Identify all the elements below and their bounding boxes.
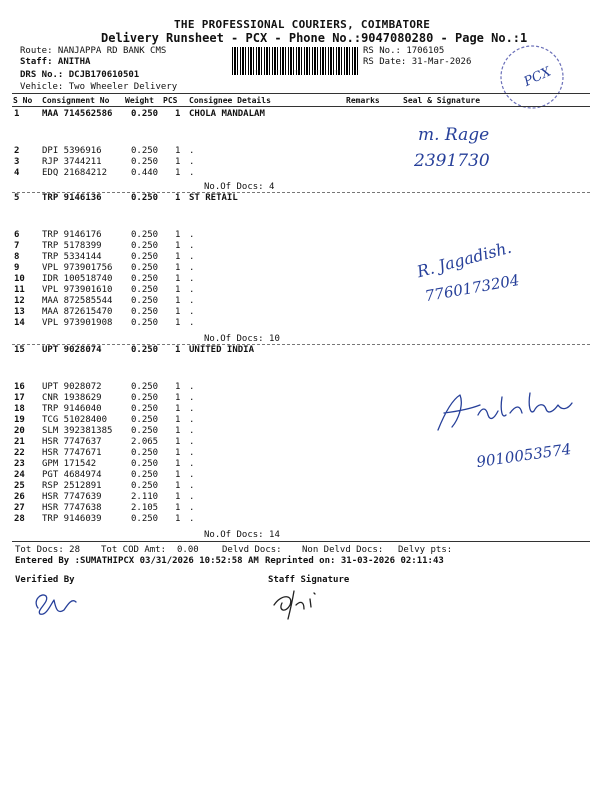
row-pcs: 1: [175, 230, 181, 240]
row-pcs: 1: [175, 514, 181, 524]
row-consignee: .: [189, 168, 195, 178]
row-wt: 0.250: [131, 193, 159, 203]
row-consignee: .: [189, 481, 195, 491]
row-cons: TRP 5334144: [42, 252, 102, 262]
row-pcs: 1: [175, 263, 181, 273]
row-consignee: .: [189, 252, 195, 262]
row-wt: 0.250: [131, 307, 159, 317]
row-sno: 27: [14, 503, 25, 513]
drs-number: DRS No.: DCJB170610501: [20, 70, 140, 80]
row-pcs: 1: [175, 492, 181, 502]
row-cons: TRP 5178399: [42, 241, 102, 251]
row-pcs: 1: [175, 382, 181, 392]
row-pcs: 1: [175, 426, 181, 436]
row-sno: 3: [14, 157, 20, 167]
row-wt: 0.250: [131, 345, 159, 355]
row-consignee: .: [189, 274, 195, 284]
row-wt: 0.250: [131, 252, 159, 262]
row-cons: UPT 9028074: [42, 345, 102, 355]
row-cons: HSR 7747638: [42, 503, 102, 513]
row-sno: 18: [14, 404, 25, 414]
row-pcs: 1: [175, 157, 181, 167]
row-consignee: .: [189, 285, 195, 295]
row-wt: 0.250: [131, 146, 159, 156]
col-sno: S No: [13, 96, 33, 105]
row-sno: 14: [14, 318, 25, 328]
row-consignee: .: [189, 263, 195, 273]
row-pcs: 1: [175, 241, 181, 251]
handwritten-signature-2: [408, 230, 558, 306]
group-doc-count: No.Of Docs: 14: [204, 530, 280, 540]
row-cons: DPI 5396916: [42, 146, 102, 156]
row-cons: UPT 9028072: [42, 382, 102, 392]
row-pcs: 1: [175, 459, 181, 469]
row-consignee: .: [189, 146, 195, 156]
row-sno: 26: [14, 492, 25, 502]
row-sno: 15: [14, 345, 25, 355]
row-cons: TRP 9146176: [42, 230, 102, 240]
row-pcs: 1: [175, 437, 181, 447]
row-sno: 5: [14, 193, 20, 203]
row-wt: 0.250: [131, 285, 159, 295]
row-wt: 2.110: [131, 492, 159, 502]
row-cons: MAA 872615470: [42, 307, 113, 317]
row-wt: 0.250: [131, 382, 159, 392]
col-pcs: PCS: [163, 96, 178, 105]
row-consignee: .: [189, 492, 195, 502]
row-wt: 0.250: [131, 514, 159, 524]
row-sno: 21: [14, 437, 25, 447]
row-sno: 22: [14, 448, 25, 458]
row-sno: 8: [14, 252, 20, 262]
row-wt: 0.250: [131, 318, 159, 328]
staff-label: Staff: ANITHA: [20, 57, 91, 67]
row-wt: 0.250: [131, 274, 159, 284]
row-consignee: ST RETAIL: [189, 193, 238, 203]
row-sno: 17: [14, 393, 25, 403]
row-consignee: .: [189, 437, 195, 447]
staff-signature: [268, 583, 328, 623]
row-wt: 0.250: [131, 481, 159, 491]
row-sno: 10: [14, 274, 25, 284]
row-wt: 0.250: [131, 263, 159, 273]
row-pcs: 1: [175, 503, 181, 513]
row-cons: HSR 7747639: [42, 492, 102, 502]
row-cons: TRP 9146040: [42, 404, 102, 414]
row-sno: 2: [14, 146, 20, 156]
row-consignee: .: [189, 503, 195, 513]
total-cod-value: 0.00: [177, 545, 199, 555]
non-delivered-docs: Non Delvd Docs:: [302, 545, 384, 555]
row-sno: 16: [14, 382, 25, 392]
handwritten-signature-3: [430, 375, 595, 470]
row-pcs: 1: [175, 318, 181, 328]
handwritten-signature-1: [400, 118, 540, 178]
row-wt: 0.250: [131, 404, 159, 414]
row-cons: TRP 9146039: [42, 514, 102, 524]
row-wt: 0.250: [131, 415, 159, 425]
row-cons: EDQ 21684212: [42, 168, 108, 178]
row-sno: 23: [14, 459, 25, 469]
route-label: Route: NANJAPPA RD BANK CMS: [20, 46, 167, 56]
svg-text:PCX: PCX: [521, 64, 554, 90]
row-consignee: .: [189, 426, 195, 436]
row-sno: 7: [14, 241, 20, 251]
entered-by: Entered By :SUMATHIPCX 03/31/2026 10:52:58 AM: [15, 556, 259, 566]
row-cons: MAA 714562586: [42, 109, 113, 119]
svg-text:7760173204: 7760173204: [423, 270, 521, 306]
row-wt: 0.250: [131, 241, 159, 251]
svg-text:9010053574: 9010053574: [475, 439, 573, 472]
row-consignee: .: [189, 241, 195, 251]
total-docs: Tot Docs: 28: [15, 545, 81, 555]
svg-text:m. Rage: m. Rage: [418, 125, 490, 145]
col-remarks: Remarks: [346, 96, 380, 105]
verified-by-label: Verified By: [15, 575, 75, 585]
row-sno: 9: [14, 263, 20, 273]
row-consignee: .: [189, 382, 195, 392]
col-seal-signature: Seal & Signature: [403, 96, 481, 105]
row-pcs: 1: [175, 274, 181, 284]
row-cons: HSR 7747637: [42, 437, 102, 447]
row-consignee: .: [189, 448, 195, 458]
row-consignee: .: [189, 415, 195, 425]
row-sno: 6: [14, 230, 20, 240]
row-consignee: UNITED INDIA: [189, 345, 255, 355]
row-wt: 0.440: [131, 168, 159, 178]
row-sno: 25: [14, 481, 25, 491]
row-cons: VPL 973901756: [42, 263, 113, 273]
row-pcs: 1: [175, 168, 181, 178]
row-wt: 2.105: [131, 503, 159, 513]
row-wt: 0.250: [131, 470, 159, 480]
row-cons: MAA 872585544: [42, 296, 113, 306]
row-consignee: .: [189, 470, 195, 480]
row-sno: 4: [14, 168, 20, 178]
row-wt: 0.250: [131, 426, 159, 436]
row-pcs: 1: [175, 146, 181, 156]
row-wt: 0.250: [131, 296, 159, 306]
row-pcs: 1: [175, 109, 181, 119]
row-sno: 19: [14, 415, 25, 425]
rs-date: RS Date: 31-Mar-2026: [363, 57, 472, 67]
row-sno: 20: [14, 426, 25, 436]
row-cons: GPM 171542: [42, 459, 97, 469]
row-pcs: 1: [175, 345, 181, 355]
row-pcs: 1: [175, 415, 181, 425]
row-sno: 11: [14, 285, 25, 295]
delivered-docs: Delvd Docs:: [222, 545, 282, 555]
svg-text:2391730: 2391730: [414, 151, 490, 171]
row-cons: PGT 4684974: [42, 470, 102, 480]
row-wt: 0.250: [131, 393, 159, 403]
row-sno: 12: [14, 296, 25, 306]
row-consignee: .: [189, 514, 195, 524]
col-weight: Weight: [125, 96, 154, 105]
reprinted-on: Reprinted on: 31-03-2026 02:11:43: [265, 556, 444, 566]
col-consignment: Consignment No: [42, 96, 110, 105]
row-wt: 0.250: [131, 230, 159, 240]
row-wt: 0.250: [131, 109, 159, 119]
row-pcs: 1: [175, 296, 181, 306]
pcx-stamp: [497, 42, 567, 112]
row-consignee: CHOLA MANDALAM: [189, 109, 265, 119]
staff-signature-label: Staff Signature: [268, 575, 350, 585]
row-cons: RSP 2512891: [42, 481, 102, 491]
row-pcs: 1: [175, 393, 181, 403]
row-consignee: .: [189, 459, 195, 469]
col-consignee: Consignee Details: [189, 96, 271, 105]
row-pcs: 1: [175, 252, 181, 262]
row-cons: HSR 7747671: [42, 448, 102, 458]
row-wt: 0.250: [131, 157, 159, 167]
row-wt: 0.250: [131, 459, 159, 469]
row-pcs: 1: [175, 448, 181, 458]
row-consignee: .: [189, 318, 195, 328]
runsheet-title: Delivery Runsheet - PCX - Phone No.:9047080280 - Page No.:1: [101, 31, 528, 45]
row-wt: 0.250: [131, 448, 159, 458]
row-pcs: 1: [175, 285, 181, 295]
row-consignee: .: [189, 296, 195, 306]
rs-number: RS No.: 1706105: [363, 46, 445, 56]
barcode: [232, 47, 359, 75]
row-cons: SLM 392381385: [42, 426, 113, 436]
row-cons: TRP 9146136: [42, 193, 102, 203]
row-cons: TCG 51028400: [42, 415, 108, 425]
row-pcs: 1: [175, 307, 181, 317]
row-sno: 13: [14, 307, 25, 317]
row-wt: 2.065: [131, 437, 159, 447]
row-sno: 24: [14, 470, 25, 480]
row-consignee: .: [189, 393, 195, 403]
verifier-signature: [28, 580, 88, 620]
row-pcs: 1: [175, 404, 181, 414]
row-sno: 28: [14, 514, 25, 524]
svg-text:R. Jagadish.: R. Jagadish.: [414, 237, 514, 282]
row-cons: RJP 3744211: [42, 157, 102, 167]
row-cons: VPL 973901610: [42, 285, 113, 295]
row-consignee: .: [189, 307, 195, 317]
row-pcs: 1: [175, 470, 181, 480]
row-pcs: 1: [175, 481, 181, 491]
row-cons: IDR 100518740: [42, 274, 113, 284]
total-cod-label: Tot COD Amt:: [101, 545, 167, 555]
group-doc-count: No.Of Docs: 4: [204, 182, 275, 192]
delivery-points: Delvy pts:: [398, 545, 453, 555]
row-sno: 1: [14, 109, 20, 119]
company-name: THE PROFESSIONAL COURIERS, COIMBATORE: [174, 18, 431, 31]
row-consignee: .: [189, 404, 195, 414]
row-consignee: .: [189, 157, 195, 167]
vehicle-label: Vehicle: Two Wheeler Delivery: [20, 82, 178, 92]
row-cons: VPL 973901908: [42, 318, 113, 328]
row-cons: CNR 1938629: [42, 393, 102, 403]
row-consignee: .: [189, 230, 195, 240]
group-doc-count: No.Of Docs: 10: [204, 334, 280, 344]
row-pcs: 1: [175, 193, 181, 203]
